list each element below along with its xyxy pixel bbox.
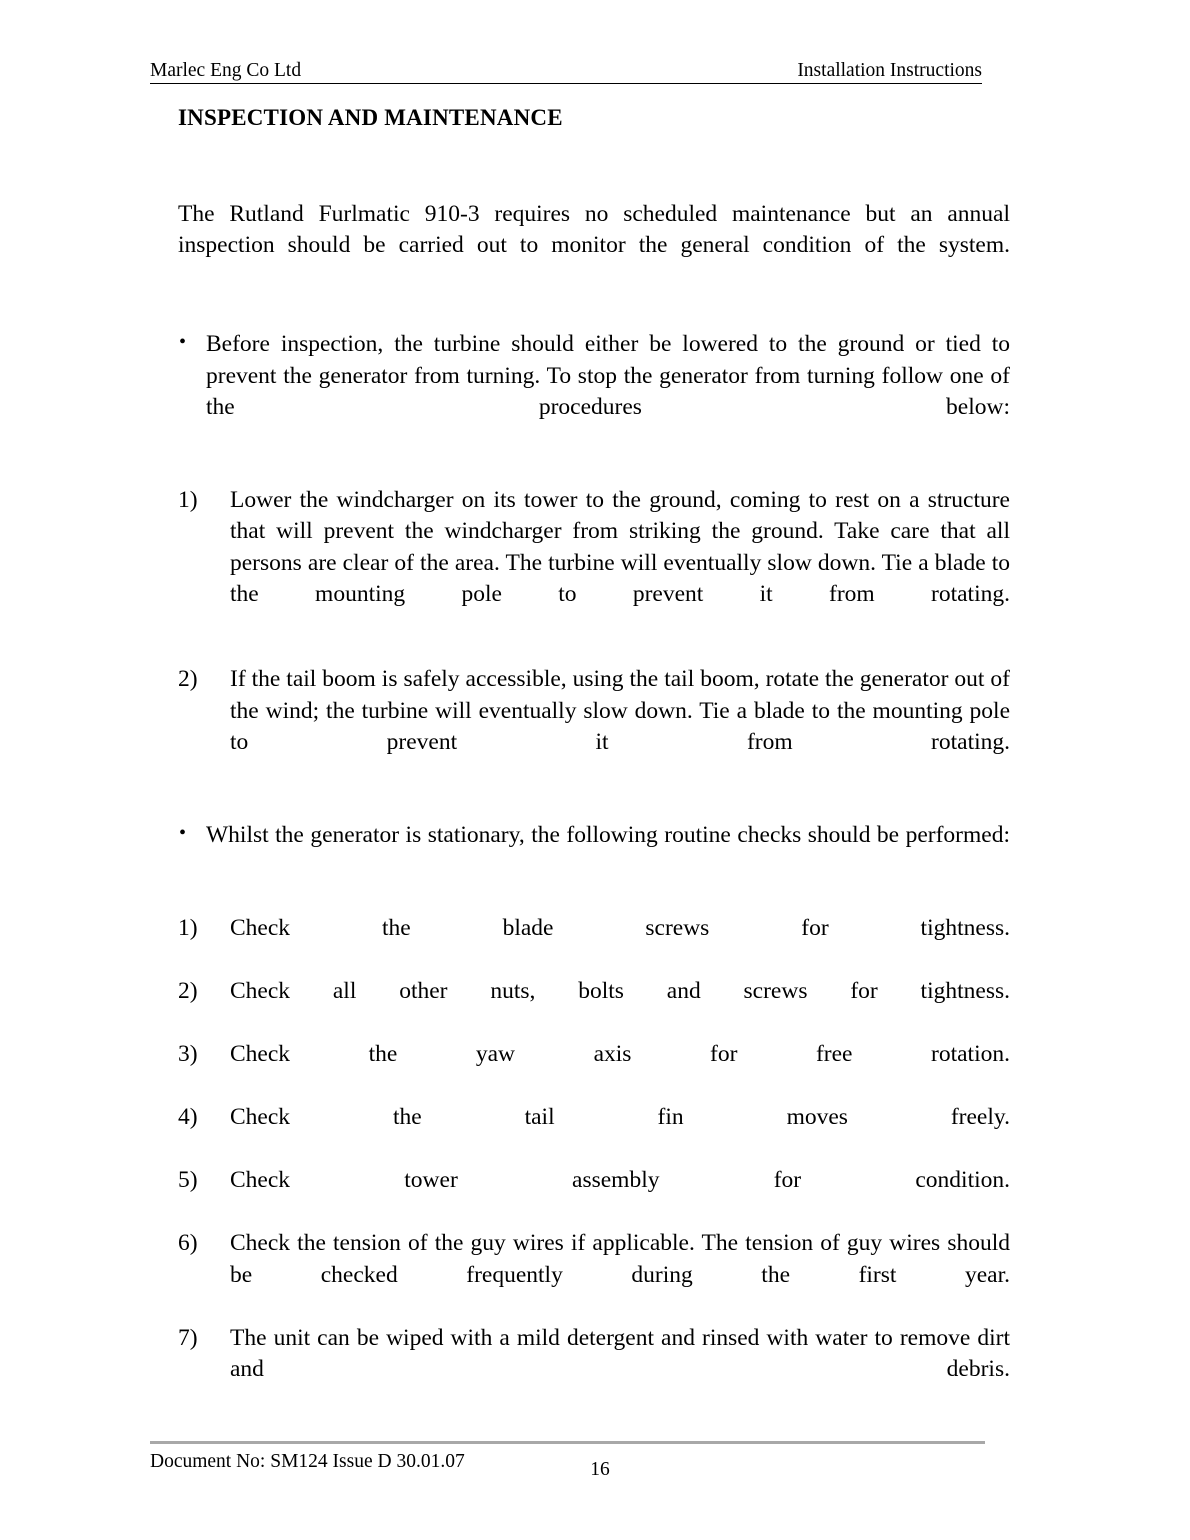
- list-item-number: 2): [178, 978, 198, 1005]
- list-item-number: 5): [178, 1167, 198, 1194]
- list-item-wrapper: [178, 664, 1010, 790]
- list-item-text: Check all other nuts, bolts and screws for tightness.: [230, 978, 1010, 1005]
- list-item: [178, 1102, 1010, 1165]
- list-item-text: The unit can be wiped with a mild detergent and rinsed with water to remove dirt and debris.: [230, 1324, 1010, 1383]
- page-footer: [150, 1441, 985, 1486]
- list-item-text: Check the tension of the guy wires if applicable. The tension of guy wires should be checked frequently during the first year.: [230, 1230, 1010, 1288]
- list-item-text: Check the blade screws for tightness.: [230, 915, 1010, 942]
- page-content: [178, 104, 1010, 1417]
- list-item-wrapper: [178, 976, 1010, 1039]
- spacer: [178, 293, 1010, 329]
- list-item-text: Lower the windcharger on its tower to the ground, coming to rest on a structure that will prevent the windcharger from striking the ground. Take care that all persons are clear of the area. The turbine will eventually slow down. Tie a blade to the mounting pole to prevent it from rotating.: [230, 486, 1010, 608]
- list-item: [178, 1323, 1010, 1417]
- checks-list: [178, 913, 1010, 1417]
- list-item-text: Check the tail fin moves freely.: [230, 1104, 1010, 1131]
- list-item: [178, 976, 1010, 1039]
- page-header: [150, 60, 982, 84]
- spacer: [178, 883, 1010, 913]
- list-item-wrapper: [178, 1323, 1010, 1417]
- spacer: [178, 790, 1010, 820]
- procedure-list: [178, 485, 1010, 790]
- list-item-number: 6): [178, 1230, 198, 1257]
- footer-row: [150, 1450, 985, 1486]
- bullet-item-text: Whilst the generator is stationary, the following routine checks should be performed:: [206, 822, 1010, 849]
- intro-paragraph: The Rutland Furlmatic 910-3 requires no scheduled maintenance but an annual inspection should be carried out to monitor the general condition of the system.: [178, 200, 1010, 259]
- list-item-number: 1): [178, 915, 198, 942]
- bullet-item-before-inspection: [178, 329, 1010, 455]
- footer-divider: [150, 1441, 985, 1444]
- page-title: INSPECTION AND MAINTENANCE: [178, 105, 563, 130]
- list-item-wrapper: [178, 485, 1010, 642]
- header-document-type: Installation Instructions: [797, 60, 982, 81]
- header-row: [150, 60, 982, 82]
- list-item-wrapper: [178, 913, 1010, 976]
- list-item-wrapper: [178, 1228, 1010, 1322]
- footer-document-number: Document No: SM124 Issue D 30.01.07: [150, 1451, 465, 1472]
- list-item-wrapper: [178, 1165, 1010, 1228]
- bullet-icon: •: [179, 331, 187, 354]
- spacer: [178, 642, 1010, 664]
- list-item-text: Check tower assembly for condition.: [230, 1167, 1010, 1194]
- list-item-text: Check the yaw axis for free rotation.: [230, 1041, 1010, 1068]
- list-item-text: If the tail boom is safely accessible, using the tail boom, rotate the generator out of the wind; the turbine will eventually slow down. Tie a blade to the mounting pole to prevent it from rotating.: [230, 666, 1010, 756]
- list-item-wrapper: [178, 1039, 1010, 1102]
- header-company-name: Marlec Eng Co Ltd: [150, 60, 302, 81]
- footer-page-number: 16: [590, 1459, 610, 1480]
- list-item-number: 7): [178, 1324, 198, 1351]
- list-item: [178, 913, 1010, 976]
- bullet-item-text: Before inspection, the turbine should either be lowered to the ground or tied to prevent the generator from turning. To stop the generator from turning follow one of the procedures below:: [206, 331, 1010, 421]
- spacer: [178, 455, 1010, 485]
- list-item: [178, 664, 1010, 790]
- list-item-number: 3): [178, 1041, 198, 1068]
- header-divider: [150, 83, 982, 84]
- bullet-item-routine-checks: [178, 820, 1010, 883]
- list-item: [178, 1228, 1010, 1322]
- list-item: [178, 1165, 1010, 1228]
- bullet-icon: •: [179, 822, 187, 845]
- list-item-wrapper: [178, 1102, 1010, 1165]
- list-item-number: 2): [178, 666, 198, 693]
- list-item: [178, 1039, 1010, 1102]
- list-item-number: 4): [178, 1104, 198, 1131]
- list-item: [178, 485, 1010, 642]
- list-item-number: 1): [178, 486, 198, 513]
